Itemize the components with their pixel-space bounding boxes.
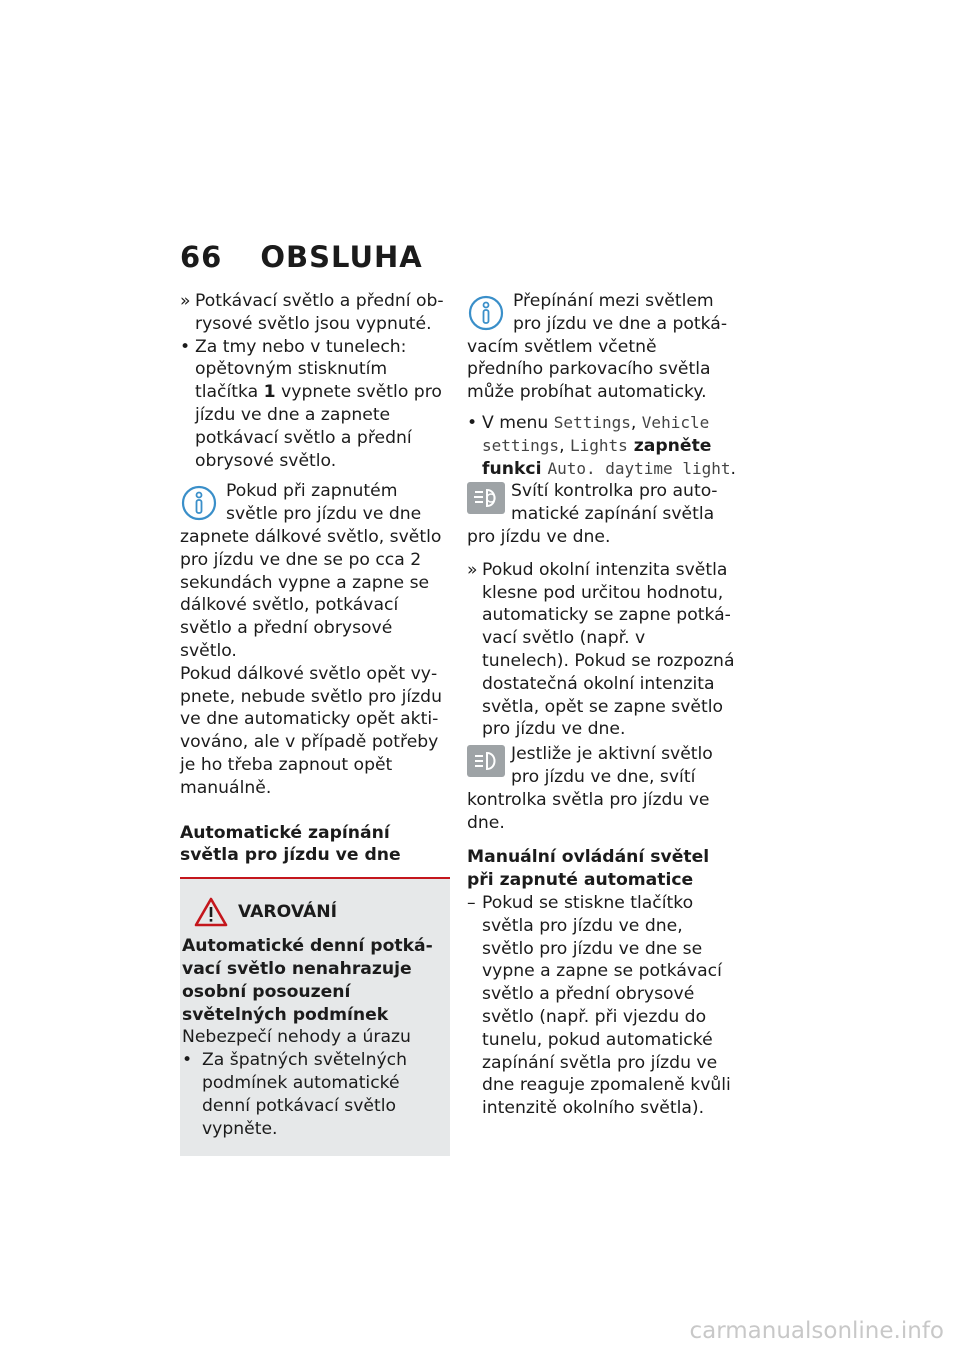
warning-bullet xyxy=(182,1049,442,1140)
indicator-note-text: Svítí kontrolka pro automatické zapínání světla pro jízdu ve dne. xyxy=(467,481,718,547)
auto-light-indicator-icon xyxy=(467,482,505,514)
warning-bold-text: Automatické denní potkávací světlo nenahrazuje osobní posouzení světelných podmínek xyxy=(182,936,433,1025)
info-icon xyxy=(467,294,505,332)
warning-title xyxy=(194,897,442,927)
warning-box xyxy=(180,877,450,1156)
warning-title-text: VAROVÁNÍ xyxy=(238,901,338,922)
function-auto-daytime-light: Auto. daytime light xyxy=(547,458,731,478)
page-number: 66 xyxy=(180,240,223,274)
separator: , xyxy=(630,412,642,433)
warning-bullet-text: Za špatných světelných podmínek automatické denní potkávací světlo vypněte. xyxy=(202,1050,407,1139)
page-header xyxy=(180,240,423,274)
list-item xyxy=(467,559,737,741)
button-number: 1 xyxy=(263,382,276,403)
dash-bullet: – xyxy=(467,892,476,913)
info-icon xyxy=(180,484,218,522)
footer-watermark: carmanualsonline.info xyxy=(689,1318,944,1344)
left-column xyxy=(180,290,450,1156)
list-item xyxy=(180,290,450,336)
menu-path-settings: Settings xyxy=(553,412,631,432)
indicator-note xyxy=(467,480,737,548)
arrow-bullet: » xyxy=(467,559,478,580)
right-column xyxy=(467,290,737,1120)
menu-path-vehicle-settings: Vehicle settings xyxy=(482,412,710,455)
list-item-text: Pokud okolní intenzita světla klesne pod určitou hodnotu, automaticky se zapne potkávací světlo (např. v tunelech). Pokud se rozpozná dostatečná okolní intenzita světla, opět se zapne světlo pro jízdu ve dne. xyxy=(482,559,735,740)
info-note xyxy=(467,290,737,404)
info-note-text: Pokud při zapnutém světle pro jízdu ve dne zapnete dálkové světlo, světlo pro jízdu ve dne se po cca 2 sekundách vypne a zapne se dálkové světlo, potkávací světlo a přední obrysové světlo. xyxy=(180,481,442,661)
list-item xyxy=(467,892,737,1120)
info-note xyxy=(180,480,450,662)
indicator-note xyxy=(467,743,737,834)
period: . xyxy=(730,458,736,479)
list-item xyxy=(467,412,737,480)
arrow-bullet: » xyxy=(180,291,191,311)
dot-bullet: • xyxy=(182,1050,193,1071)
dot-bullet: • xyxy=(180,336,191,357)
list-item-text: Za tmy nebo v tunelech: opětovným stisknutím tlačítka xyxy=(195,336,407,403)
dot-bullet: • xyxy=(467,412,478,433)
list-item-text: Potkávací světlo a přední obrysové světlo jsou vypnuté. xyxy=(195,291,444,334)
separator: , xyxy=(559,435,570,456)
warning-text: Nebezpečí nehody a úrazu xyxy=(182,1027,411,1048)
list-item xyxy=(180,336,450,473)
list-item-text: zapněte funkci xyxy=(482,435,712,479)
paragraph: Pokud dálkové světlo opět vypnete, nebude světlo pro jízdu ve dne automaticky opět aktivováno, ale v případě potřeby je ho třeba zapnout opět manuálně. xyxy=(180,663,442,798)
menu-path-lights: Lights xyxy=(570,435,628,455)
section-title: OBSLUHA xyxy=(260,240,423,274)
section-heading: Manuální ovládání světel při zapnuté automatice xyxy=(467,847,710,891)
indicator-note-text: Jestliže je aktivní světlo pro jízdu ve dne, svítí kontrolka světla pro jízdu ve dne. xyxy=(467,744,713,833)
list-item-text: V menu xyxy=(482,412,554,433)
warning-triangle-icon xyxy=(194,897,228,927)
info-note-text: Přepínání mezi světlem pro jízdu ve dne a potkávacím světlem včetně předního parkovacího světla může probíhat automaticky. xyxy=(467,291,728,403)
list-item-text: vypnete světlo pro jízdu ve dne a zapnete potkávací světlo a přední obrysové světlo. xyxy=(195,382,442,471)
section-heading: Automatické zapínání světla pro jízdu ve dne xyxy=(180,822,401,866)
daytime-light-indicator-icon xyxy=(467,745,505,777)
list-item-text: Pokud se stiskne tlačítko světla pro jízdu ve dne, světlo pro jízdu ve dne se vypne a zapne se potkávací světlo a přední obrysové světlo (např. při vjezdu do tunelu, pokud automatické zapínání světla pro jízdu ve dne reaguje zpomaleně kvůli intenzitě okolního světla). xyxy=(482,892,731,1119)
